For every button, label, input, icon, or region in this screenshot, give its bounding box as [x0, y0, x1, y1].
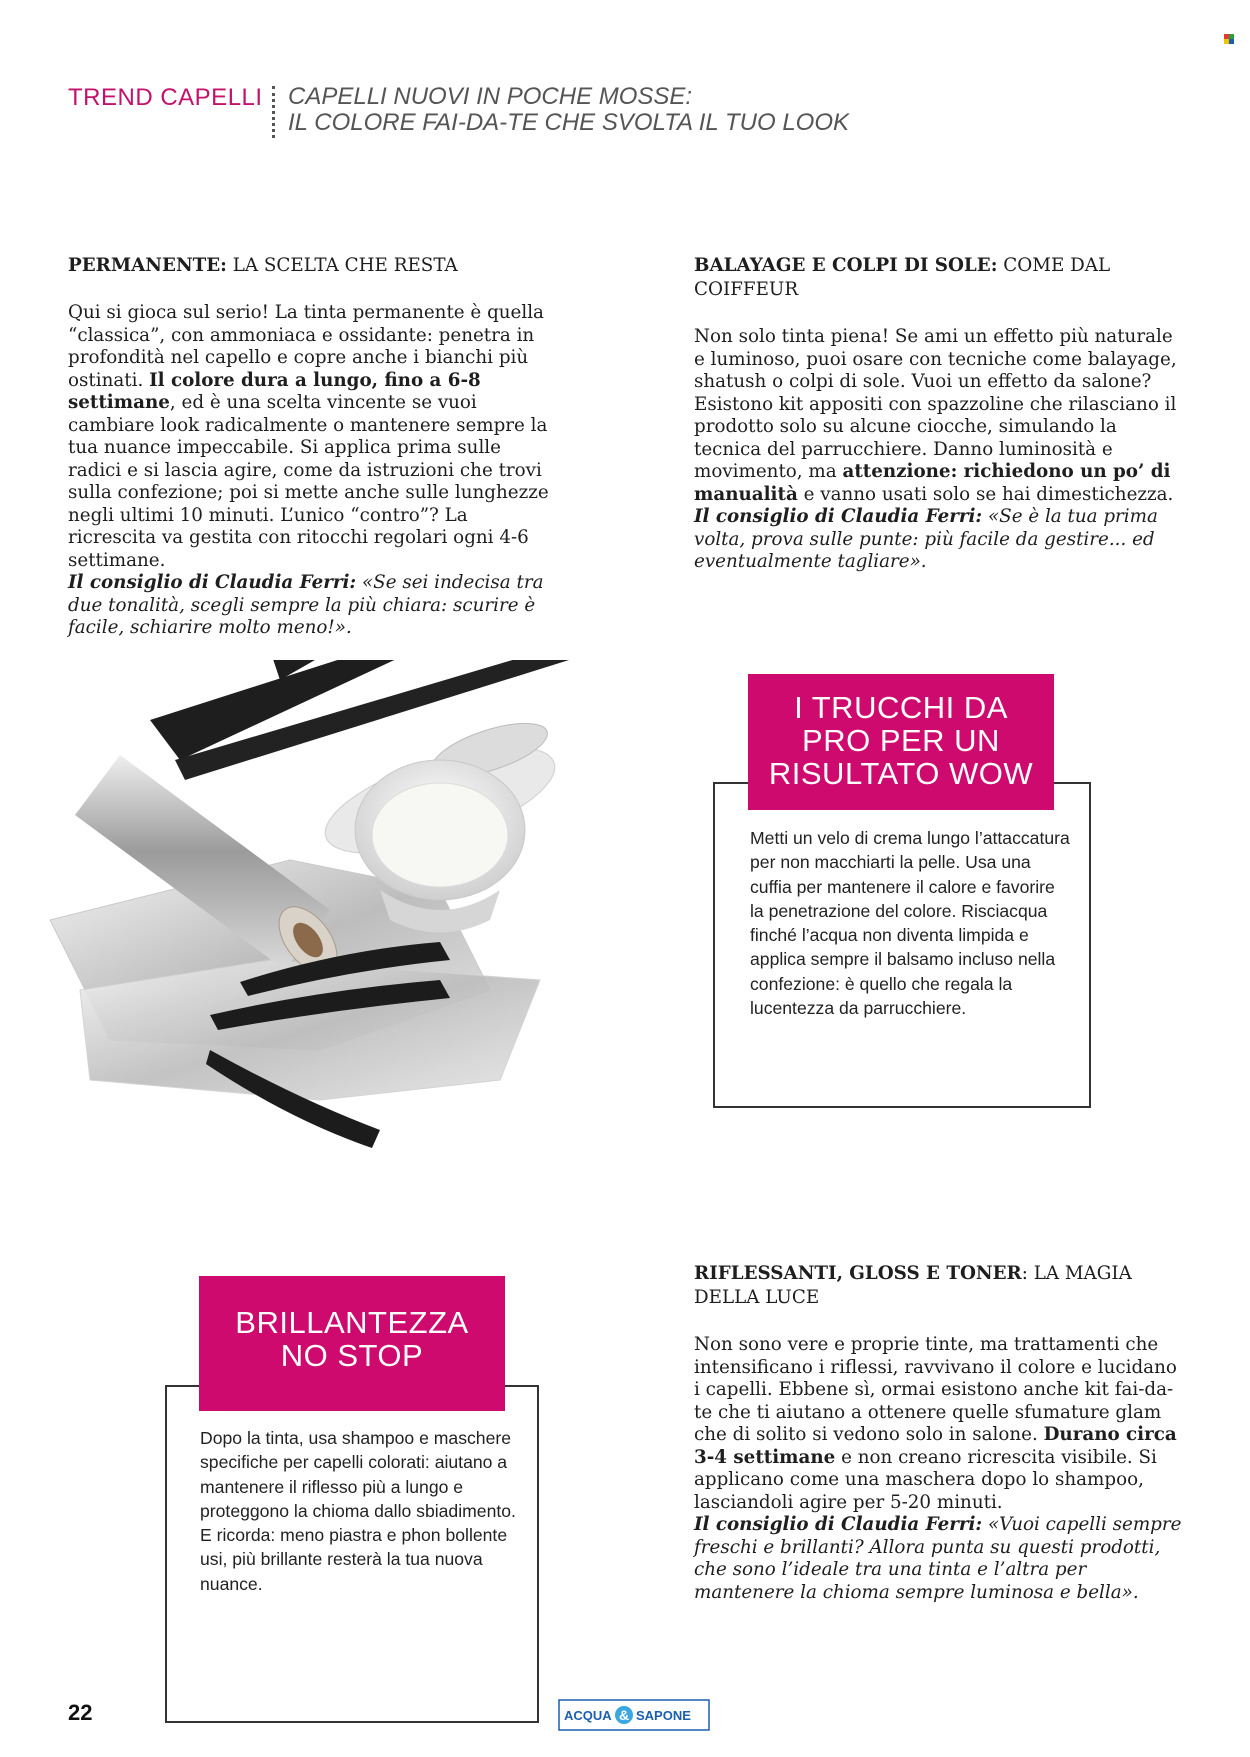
- body-text: , ed è una scelta vincente se vuoi cambiare look radicalmente o mantenere sempre la tua nuance impeccabile. Si applica prima sulle radici e si lascia agire, come da istruzioni che trovi sulla confezione; poi si mette anche sulle lunghezze negli ultimi 10 minuti. L’unico “contro”? La ricrescita va gestita con ritocchi regolari ogni 4-6 settimane.: [68, 392, 549, 571]
- heading-bold: RIFLESSANTI, GLOSS E TONER: [694, 1263, 1022, 1284]
- title-line: BRILLANTEZZA: [235, 1305, 469, 1340]
- title-line: NO STOP: [280, 1338, 424, 1373]
- color-registration-icon: [1224, 34, 1234, 44]
- tips-box-text: Metti un velo di crema lungo l’attaccatura per non macchiarti la pelle. Usa una cuffia per mantenere il calore e favorire la penetrazione del colore. Risciacqua finché l’acqua non diventa limpida e applica sempre il balsamo incluso nella confezione: è quello che regala la lucentezza da parrucchiere.: [750, 828, 1070, 1019]
- hair-dye-kit-image: [20, 660, 660, 1280]
- logo-ampersand: &: [619, 1707, 630, 1723]
- acqua-sapone-logo: [558, 1696, 710, 1734]
- page-title-line-1: CAPELLI NUOVI IN POCHE MOSSE:: [288, 83, 693, 110]
- body-text: Non sono vere e proprie tinte, ma trattamenti che intensificano i riflessi, ravvivano il colore e lucidano i capelli. Ebbene sì, ormai esistono anche kit fai-da-te che ti aiutano a ottenere quelle sfumature glam che di solito si vedono solo in salone.: [694, 1334, 1177, 1445]
- title-line: RISULTATO WOW: [768, 756, 1034, 791]
- article-body: [694, 1334, 1184, 1514]
- body-highlight: Il colore dura a lungo, fino a 6-8 settimane: [68, 369, 481, 413]
- page-title: [288, 84, 988, 136]
- section-label: TREND CAPELLI: [68, 84, 263, 111]
- tips-box-text: Dopo la tinta, usa shampoo e maschere specifiche per capelli colorati: aiutano a mantenere il riflesso più a lungo e proteggono la chioma dallo sbiadimento. E ricorda: meno piastra e phon bollente usi, più brillante resterà la tua nuova nuance.: [200, 1428, 516, 1594]
- heading-rest: : LA MAGIA DELLA LUCE: [694, 1263, 1132, 1308]
- body-text: Non solo tinta piena! Se ami un effetto più naturale e luminoso, puoi osare con tecniche come balayage, shatush o colpi di sole. Vuoi un effetto da salone? Esistono kit appositi con spazzoline che rilasciano il prodotto solo su alcune ciocche, simulando la tecnica del parrucchiere. Danno luminosità e movimento, ma: [694, 326, 1177, 482]
- tips-box-title: [748, 674, 1054, 810]
- expert-tip: [694, 506, 1184, 574]
- page-title-line-2: IL COLORE FAI-DA-TE CHE SVOLTA IL TUO LOOK: [288, 109, 850, 136]
- heading-bold: BALAYAGE E COLPI DI SOLE:: [694, 255, 998, 276]
- article-body: [694, 326, 1184, 506]
- article-heading: [68, 254, 560, 278]
- tip-label: Il consiglio di Claudia Ferri:: [694, 1514, 983, 1535]
- heading-rest: LA SCELTA CHE RESTA: [226, 255, 458, 276]
- body-highlight: Durano circa 3-4 settimane: [694, 1424, 1177, 1468]
- body-highlight: attenzione: richiedono un po’ di manualità: [694, 461, 1171, 505]
- page-number: 22: [68, 1700, 93, 1725]
- body-text: Qui si gioca sul serio! La tinta permanente è quella “classica”, con ammoniaca e ossidante: penetra in profondità nel capello e copre anche i bianchi più ostinati.: [68, 302, 544, 391]
- article-heading: [694, 1262, 1184, 1310]
- heading-bold: PERMANENTE:: [68, 255, 227, 276]
- tip-text: «Se sei indecisa tra due tonalità, scegli sempre la più chiara: scurire è facile, schiarire molto meno!».: [68, 572, 544, 638]
- article-body: [68, 302, 560, 572]
- logo-word: ACQUA: [564, 1708, 612, 1723]
- expert-tip: [68, 572, 560, 640]
- header-divider: [272, 86, 275, 138]
- title-line: PRO PER UN: [802, 723, 1000, 758]
- tip-label: Il consiglio di Claudia Ferri:: [68, 572, 357, 593]
- body-text: e vanno usati solo se hai dimestichezza.: [797, 483, 1174, 505]
- article-balayage: [694, 254, 1184, 574]
- logo-word: SAPONE: [636, 1708, 691, 1723]
- tip-label: Il consiglio di Claudia Ferri:: [694, 506, 983, 527]
- title-line: I TRUCCHI DA: [794, 690, 1008, 725]
- article-heading: [694, 254, 1184, 302]
- tip-text: «Se è la tua prima volta, prova sulle punte: più facile da gestire... ed eventualmente tagliare».: [694, 506, 1158, 572]
- tip-text: «Vuoi capelli sempre freschi e brillanti? Allora punta su questi prodotti, che sono l’ideale tra una tinta e l’altra per mantenere la chioma sempre luminosa e bella».: [694, 1514, 1182, 1603]
- body-text: e non creano ricrescita visibile. Si applicano come una maschera dopo lo shampoo, lasciandoli agire per 5-20 minuti.: [694, 1446, 1157, 1513]
- article-permanente: [68, 254, 560, 640]
- expert-tip: [694, 1514, 1184, 1604]
- tips-box-title: [199, 1276, 505, 1411]
- article-riflessanti: [694, 1262, 1184, 1604]
- heading-rest: COME DAL COIFFEUR: [694, 255, 1111, 300]
